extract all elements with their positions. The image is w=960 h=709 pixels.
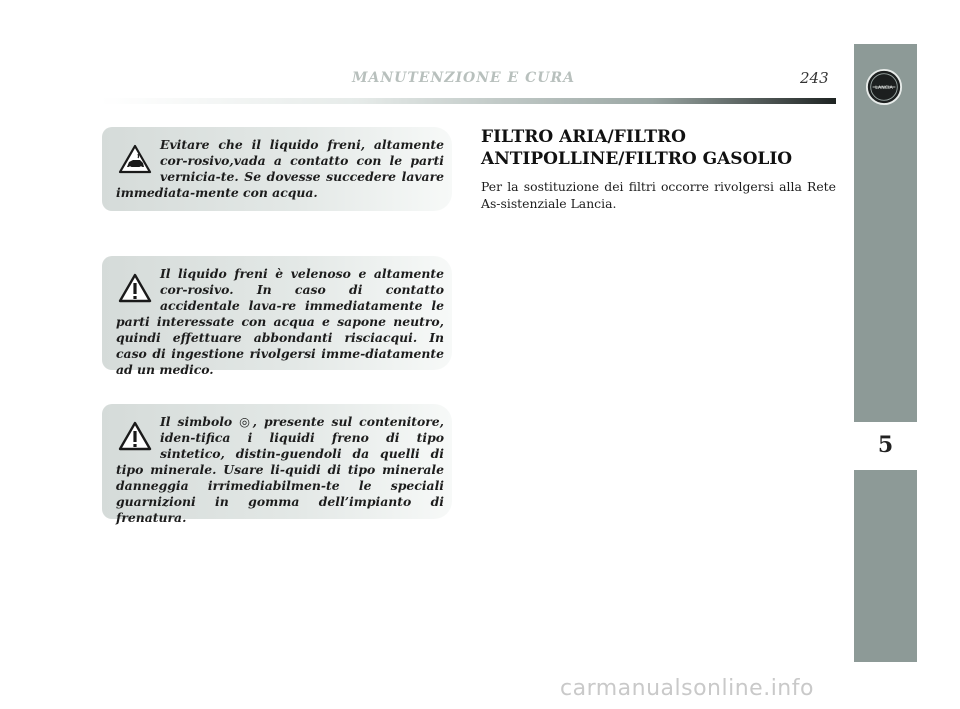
warning-box-paint [102, 127, 452, 211]
warning-triangle-icon [118, 272, 152, 304]
page-number: 243 [800, 69, 829, 87]
warning-triangle-icon [118, 420, 152, 452]
chapter-number: 5 [877, 432, 894, 458]
section-title-line: ANTIPOLLINE/FILTRO GASOLIO [481, 149, 793, 169]
section-title [481, 126, 841, 170]
logo-text: LANCIA [875, 85, 893, 91]
warning-text: Evitare che il liquido freni, altamente cor-rosivo,vada a contatto con le parti vernicia-te. Se dovesse succedere lavare immediata-mente con acqua. [116, 137, 444, 200]
running-header-title: MANUTENZIONE E CURA [352, 70, 575, 86]
lancia-logo-icon [865, 68, 903, 106]
section-body-text: Per la sostituzione dei filtri occorre rivolgersi alla Rete As-sistenziale Lancia. [481, 179, 836, 211]
header-rule [100, 98, 836, 104]
warning-box-poison [102, 256, 452, 377]
warning-box-symbol [102, 404, 452, 525]
section-title-line: FILTRO ARIA/FILTRO [481, 127, 686, 147]
car-paint-warning-icon [118, 143, 152, 175]
watermark: carmanualsonline.info [560, 676, 814, 701]
warning-text: Il simbolo ◎, presente sul contenitore, iden-tifica i liquidi freno di tipo sintetico, distin-guendoli da quelli di tipo minerale. Usare li-quidi di tipo minerale danneggia irrimediabilmen-te le speciali guarnizioni in gomma dell’impianto di frenatura. [116, 414, 444, 525]
chapter-side-tab [854, 44, 917, 662]
warning-text: Il liquido freni è velenoso e altamente cor-rosivo. In caso di contatto accidentale lava-re immediatamente le parti interessate con acqua e sapone neutro, quindi effettuare abbondanti risciacqui. In caso di ingestione rivolgersi imme-diatamente ad un medico. [116, 266, 444, 377]
